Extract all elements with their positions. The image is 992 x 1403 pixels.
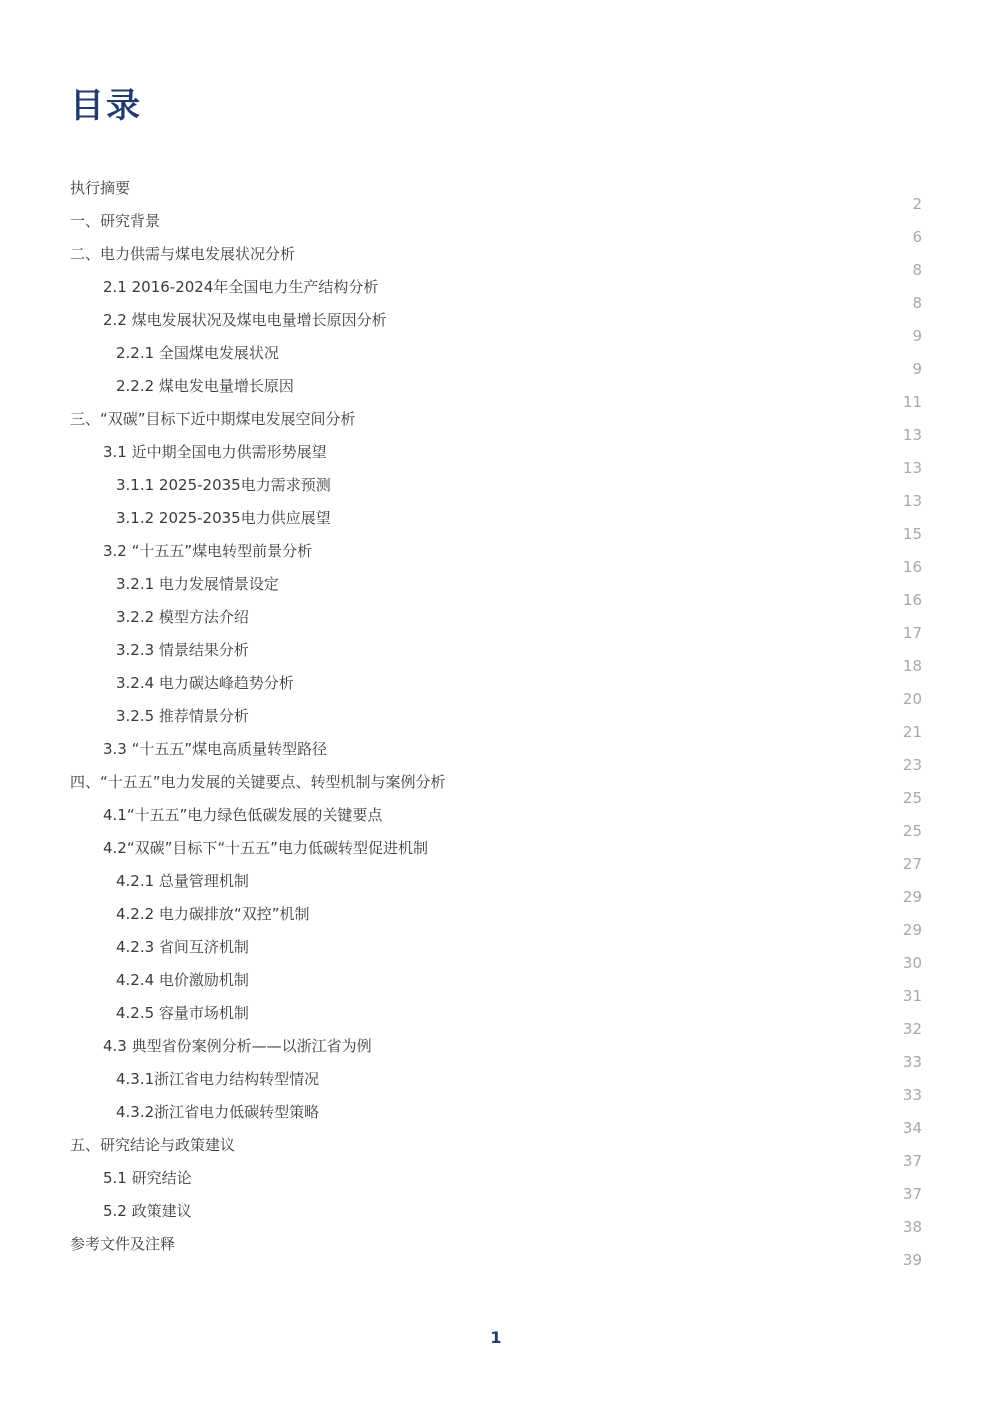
page-title: 目录 <box>70 86 142 126</box>
toc-entry-title[interactable]: 2.1 2016-2024年全国电力生产结构分析 <box>103 278 379 296</box>
toc-entry[interactable] <box>0 871 992 904</box>
toc-entry[interactable] <box>0 673 992 706</box>
toc-entry-title[interactable]: 3.1 近中期全国电力供需形势展望 <box>103 443 327 461</box>
toc-entry[interactable] <box>0 343 992 376</box>
toc-entry[interactable] <box>0 904 992 937</box>
toc-entry[interactable] <box>0 772 992 805</box>
toc-entry-title[interactable]: 4.3 典型省份案例分析——以浙江省为例 <box>103 1037 372 1055</box>
toc-entry-page-number: 13 <box>902 426 922 444</box>
toc-entry-title[interactable]: 4.2.5 容量市场机制 <box>116 1004 249 1022</box>
toc-entry-title[interactable]: 3.2.3 情景结果分析 <box>116 641 249 659</box>
toc-entry[interactable] <box>0 277 992 310</box>
toc-entry-title[interactable]: 4.2“双碳”目标下“十五五”电力低碳转型促进机制 <box>103 839 428 857</box>
toc-entry-title[interactable]: 3.2 “十五五”煤电转型前景分析 <box>103 542 313 560</box>
toc-entry-page-number: 15 <box>902 525 922 543</box>
toc-entry[interactable] <box>0 739 992 772</box>
toc-entry-page-number: 31 <box>902 987 922 1005</box>
toc-entry-title[interactable]: 4.2.3 省间互济机制 <box>116 938 249 956</box>
toc-entry[interactable] <box>0 310 992 343</box>
toc-entry-page-number: 29 <box>902 921 922 939</box>
toc-entry-title[interactable]: 4.2.2 电力碳排放“双控”机制 <box>116 905 310 923</box>
toc-entry-title[interactable]: 3.1.1 2025-2035电力需求预测 <box>116 476 331 494</box>
toc-entry[interactable] <box>0 706 992 739</box>
toc-entry-title[interactable]: 2.2.2 煤电发电量增长原因 <box>116 377 294 395</box>
toc-entry-page-number: 25 <box>902 822 922 840</box>
toc-entry[interactable] <box>0 1234 992 1267</box>
toc-entry-page-number: 8 <box>912 261 922 279</box>
toc-entry-title[interactable]: 3.3 “十五五”煤电高质量转型路径 <box>103 740 328 758</box>
toc-entry-page-number: 32 <box>902 1020 922 1038</box>
toc-entry-title[interactable]: 三、“双碳”目标下近中期煤电发展空间分析 <box>70 410 356 428</box>
toc-entry-page-number: 37 <box>902 1185 922 1203</box>
toc-entry[interactable] <box>0 244 992 277</box>
toc-entry[interactable] <box>0 376 992 409</box>
toc-entry-page-number: 11 <box>902 393 922 411</box>
toc-entry-page-number: 37 <box>902 1152 922 1170</box>
toc-entry-page-number: 33 <box>902 1053 922 1071</box>
toc-entry-page-number: 25 <box>902 789 922 807</box>
toc-entry[interactable] <box>0 1168 992 1201</box>
toc-entry-page-number: 16 <box>902 558 922 576</box>
toc-entry[interactable] <box>0 574 992 607</box>
toc-entry-title[interactable]: 五、研究结论与政策建议 <box>70 1136 236 1154</box>
page-number: 1 <box>490 1328 502 1347</box>
toc-entry-title[interactable]: 3.2.4 电力碳达峰趋势分析 <box>116 674 294 692</box>
toc-entry[interactable] <box>0 1069 992 1102</box>
toc-entry-page-number: 20 <box>902 690 922 708</box>
toc-entry-page-number: 34 <box>902 1119 922 1137</box>
toc-entry[interactable] <box>0 607 992 640</box>
toc-entry-title[interactable]: 2.2.1 全国煤电发展状况 <box>116 344 279 362</box>
toc-entry[interactable] <box>0 1036 992 1069</box>
toc-entry-page-number: 6 <box>912 228 922 246</box>
toc-entry-page-number: 30 <box>902 954 922 972</box>
toc-entry[interactable] <box>0 475 992 508</box>
toc-entry-title[interactable]: 四、“十五五”电力发展的关键要点、转型机制与案例分析 <box>70 773 446 791</box>
toc-entry-title[interactable]: 3.2.1 电力发展情景设定 <box>116 575 279 593</box>
toc-entry[interactable] <box>0 211 992 244</box>
toc-entry[interactable] <box>0 640 992 673</box>
toc-entry-page-number: 38 <box>902 1218 922 1236</box>
toc-entry[interactable] <box>0 1135 992 1168</box>
toc-entry-page-number: 23 <box>902 756 922 774</box>
toc-entry[interactable] <box>0 1102 992 1135</box>
toc-entry-title[interactable]: 3.2.2 模型方法介绍 <box>116 608 249 626</box>
toc-entry-page-number: 33 <box>902 1086 922 1104</box>
toc-entry[interactable] <box>0 508 992 541</box>
toc-entry[interactable] <box>0 1201 992 1234</box>
toc-entry-title[interactable]: 参考文件及注释 <box>70 1235 176 1253</box>
toc-entry-page-number: 21 <box>902 723 922 741</box>
toc-entry-title[interactable]: 4.3.1浙江省电力结构转型情况 <box>116 1070 320 1088</box>
toc-entry-title[interactable]: 4.3.2浙江省电力低碳转型策略 <box>116 1103 320 1121</box>
toc-entry-title[interactable]: 2.2 煤电发展状况及煤电电量增长原因分析 <box>103 311 387 329</box>
toc-entry-title[interactable]: 4.2.1 总量管理机制 <box>116 872 249 890</box>
toc-entry-page-number: 13 <box>902 459 922 477</box>
toc-entry-title[interactable]: 5.1 研究结论 <box>103 1169 192 1187</box>
toc-entry[interactable] <box>0 541 992 574</box>
toc-entry-page-number: 18 <box>902 657 922 675</box>
toc-entry-page-number: 8 <box>912 294 922 312</box>
toc-entry-title[interactable]: 执行摘要 <box>70 179 131 197</box>
toc-entry[interactable] <box>0 1003 992 1036</box>
toc-entry[interactable] <box>0 178 992 211</box>
toc-entry[interactable] <box>0 805 992 838</box>
toc-entry-page-number: 2 <box>912 195 922 213</box>
toc-entry-title[interactable]: 3.2.5 推荐情景分析 <box>116 707 249 725</box>
toc-entry-title[interactable]: 3.1.2 2025-2035电力供应展望 <box>116 509 331 527</box>
toc-entry-page-number: 9 <box>912 327 922 345</box>
toc-entry-page-number: 27 <box>902 855 922 873</box>
toc-entry-title[interactable]: 二、电力供需与煤电发展状况分析 <box>70 245 296 263</box>
toc-entry-page-number: 9 <box>912 360 922 378</box>
toc-entry-page-number: 13 <box>902 492 922 510</box>
toc-entry[interactable] <box>0 409 992 442</box>
toc-entry[interactable] <box>0 937 992 970</box>
toc-entry-page-number: 17 <box>902 624 922 642</box>
toc-entry[interactable] <box>0 442 992 475</box>
toc-entry[interactable] <box>0 970 992 1003</box>
toc-entry-title[interactable]: 5.2 政策建议 <box>103 1202 192 1220</box>
toc-entry-page-number: 16 <box>902 591 922 609</box>
toc-entry-title[interactable]: 一、研究背景 <box>70 212 161 230</box>
toc-entry-title[interactable]: 4.2.4 电价激励机制 <box>116 971 249 989</box>
toc-entry-page-number: 39 <box>902 1251 922 1269</box>
toc-entry-page-number: 29 <box>902 888 922 906</box>
toc-entry-title[interactable]: 4.1“十五五”电力绿色低碳发展的关键要点 <box>103 806 383 824</box>
toc-entry[interactable] <box>0 838 992 871</box>
